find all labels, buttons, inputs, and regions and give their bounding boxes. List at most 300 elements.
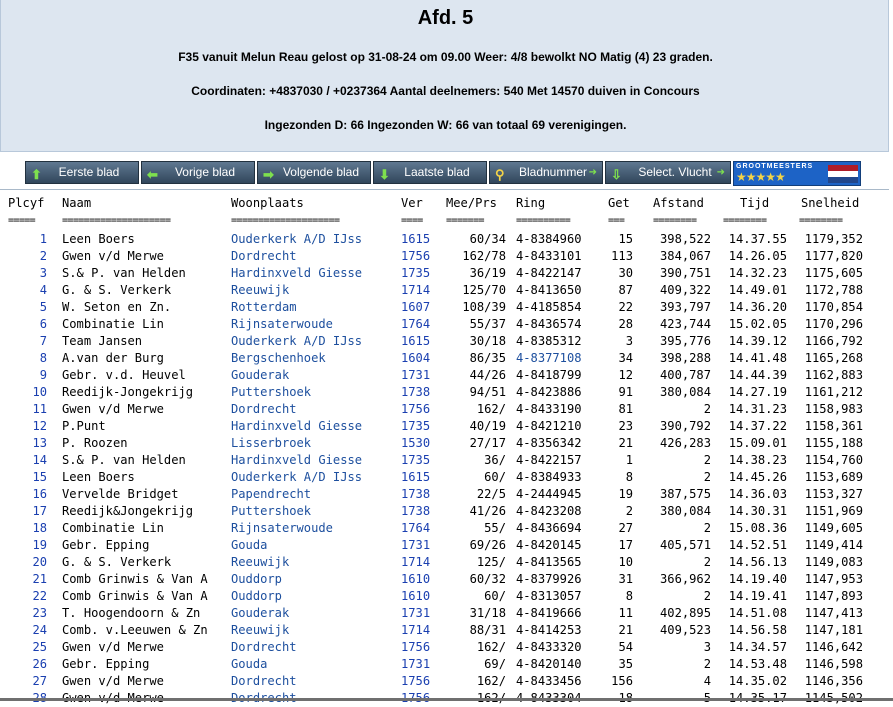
cell-place: 7 (39, 334, 47, 348)
column-separator: ========== (516, 215, 571, 226)
cell-ring: 4-8413565 (516, 555, 582, 569)
column-header: Woonplaats (231, 196, 304, 210)
cell-town[interactable]: Reeuwijk (231, 283, 290, 297)
cell-club[interactable]: 1615 (401, 470, 431, 484)
cell-speed: 1149,414 (804, 538, 863, 552)
cell-ring: 4-4185854 (516, 300, 582, 314)
cell-place: 24 (32, 623, 47, 637)
cell-time: 15.02.05 (728, 317, 787, 331)
table-row (0, 503, 889, 520)
cell-speed: 1147,953 (804, 572, 863, 586)
cell-town[interactable]: Dordrecht (231, 674, 297, 688)
table-row (0, 367, 889, 384)
cell-distance: 2 (703, 453, 711, 467)
cell-entries: 60/32 (469, 572, 506, 586)
cell-town[interactable]: Hardinxveld Giesse (231, 419, 363, 433)
cell-time: 14.56.13 (728, 555, 787, 569)
cell-speed: 1158,983 (804, 402, 863, 416)
cell-town[interactable]: Gouda (231, 538, 268, 552)
cell-club[interactable]: 1731 (401, 657, 431, 671)
arrow-up-icon: ⬆ (31, 167, 42, 182)
cell-entries: 162/78 (462, 249, 506, 263)
cell-speed: 1170,854 (804, 300, 863, 314)
cell-distance: 3 (703, 640, 711, 654)
cell-ring: 4-8421210 (516, 419, 582, 433)
cell-name: G. & S. Verkerk (62, 283, 172, 297)
table-row (0, 469, 889, 486)
cell-place: 15 (32, 470, 47, 484)
cell-ring: 4-8377108 (516, 351, 582, 365)
column-header: Tijd (740, 196, 770, 210)
next-page-button[interactable]: ➡ Volgende blad (257, 161, 371, 184)
go-arrow-icon: ➜ (588, 167, 597, 178)
cell-entries: 40/19 (469, 419, 506, 433)
cell-place: 10 (32, 385, 47, 399)
cell-club[interactable]: 1610 (401, 572, 431, 586)
table-row (0, 571, 889, 588)
cell-speed: 1166,792 (804, 334, 863, 348)
cell-time: 14.39.12 (728, 334, 787, 348)
cell-name: Gebr. Epping (62, 538, 150, 552)
cell-town[interactable]: Ouderkerk A/D IJss (231, 334, 363, 348)
cell-speed: 1158,361 (804, 419, 863, 433)
cell-town[interactable]: Hardinxveld Giesse (231, 266, 363, 280)
cell-entries: 125/ (476, 555, 506, 569)
cell-entries: 94/51 (469, 385, 506, 399)
stars-rating: ★★★★★ (736, 170, 785, 184)
cell-name: Combinatie Lin (62, 317, 164, 331)
cell-name: Leen Boers (62, 232, 135, 246)
cell-time: 15.09.01 (728, 436, 787, 450)
cell-time: 14.41.48 (728, 351, 787, 365)
cell-town[interactable]: Dordrecht (231, 249, 297, 263)
cell-entries: 22/5 (476, 487, 506, 501)
cell-entries: 69/26 (469, 538, 506, 552)
cell-club[interactable]: 1738 (401, 504, 431, 518)
cell-town[interactable]: Ouderkerk A/D IJss (231, 470, 363, 484)
cell-distance: 2 (703, 470, 711, 484)
column-header: Afstand (653, 196, 704, 210)
cell-entries: 162/ (476, 640, 506, 654)
cell-ring: 4-8423208 (516, 504, 582, 518)
table-row (0, 639, 889, 656)
column-separator: ======== (653, 215, 697, 226)
table-row (0, 282, 889, 299)
cell-club[interactable]: 1735 (401, 453, 431, 467)
cell-name: G. & S. Verkerk (62, 555, 172, 569)
cell-ring: 4-8420145 (516, 538, 582, 552)
cell-distance: 409,322 (660, 283, 711, 297)
cell-town[interactable]: Reeuwijk (231, 555, 290, 569)
coordinates-info: Coordinaten: +4837030 / +0237364 Aantal deelnemers: 540 Met 14570 duiven in Concours (191, 84, 700, 98)
cell-club[interactable]: 1764 (401, 317, 431, 331)
arrow-left-icon: ⬅ (147, 167, 158, 182)
table-row (0, 537, 889, 554)
cell-entries: 55/ (484, 521, 506, 535)
cell-distance: 2 (703, 589, 711, 603)
column-separator: ======= (446, 215, 484, 226)
column-separator: ======== (799, 215, 843, 226)
cell-name: Comb Grinwis & Van A (62, 572, 208, 586)
cell-entries: 86/35 (469, 351, 506, 365)
cell-club[interactable]: 1738 (401, 487, 431, 501)
cell-ring: 4-8433320 (516, 640, 582, 654)
cell-marked: 27 (618, 521, 633, 535)
cell-club[interactable]: 1756 (401, 249, 431, 263)
arrow-right-icon: ➡ (263, 167, 274, 182)
cell-club[interactable]: 1738 (401, 385, 431, 399)
cell-distance: 380,084 (660, 504, 711, 518)
cell-town[interactable]: Reeuwijk (231, 623, 290, 637)
cell-town[interactable]: Hardinxveld Giesse (231, 453, 363, 467)
cell-marked: 87 (618, 283, 633, 297)
cell-entries: 162/ (476, 402, 506, 416)
cell-ring: 4-8379926 (516, 572, 582, 586)
table-row (0, 452, 889, 469)
table-row (0, 350, 889, 367)
cell-ring: 4-8384933 (516, 470, 582, 484)
cell-speed: 1175,605 (804, 266, 863, 280)
table-row (0, 231, 889, 248)
cell-name: T. Hoogendoorn & Zn (62, 606, 201, 620)
table-row (0, 588, 889, 605)
cell-ring: 4-8419666 (516, 606, 582, 620)
cell-speed: 1170,296 (804, 317, 863, 331)
page-number-button[interactable]: ⚲ Bladnummer ➜ (489, 161, 603, 184)
cell-town[interactable]: Rijnsaterwoude (231, 521, 333, 535)
column-separator: ======== (723, 215, 767, 226)
column-header: Snelheid (801, 196, 860, 210)
cell-town[interactable]: Lisserbroek (231, 436, 312, 450)
cell-speed: 1149,605 (804, 521, 863, 535)
cell-marked: 113 (611, 249, 633, 263)
cell-town[interactable]: Dordrecht (231, 402, 297, 416)
cell-name: Team Jansen (62, 334, 143, 348)
cell-distance: 384,067 (660, 249, 711, 263)
cell-place: 16 (32, 487, 47, 501)
cell-place: 18 (32, 521, 47, 535)
cell-place: 21 (32, 572, 47, 586)
table-header-row (0, 195, 889, 212)
cell-distance: 400,787 (660, 368, 711, 382)
table-row (0, 248, 889, 265)
cell-distance: 395,776 (660, 334, 711, 348)
cell-marked: 23 (618, 419, 633, 433)
cell-distance: 2 (703, 555, 711, 569)
cell-name: Comb. v.Leeuwen & Zn (62, 623, 208, 637)
cell-town[interactable]: Puttershoek (231, 504, 312, 518)
cell-time: 14.52.51 (728, 538, 787, 552)
cell-time: 14.26.05 (728, 249, 787, 263)
cell-club[interactable]: 1731 (401, 606, 431, 620)
cell-time: 14.35.02 (728, 674, 787, 688)
cell-speed: 1149,083 (804, 555, 863, 569)
cell-place: 14 (32, 453, 47, 467)
cell-marked: 34 (618, 351, 633, 365)
cell-club[interactable]: 1615 (401, 232, 431, 246)
cell-time: 14.56.58 (728, 623, 787, 637)
cell-ring: 4-8436694 (516, 521, 582, 535)
cell-speed: 1172,788 (804, 283, 863, 297)
table-row (0, 265, 889, 282)
cell-club[interactable]: 1756 (401, 640, 431, 654)
cell-club[interactable]: 1764 (401, 521, 431, 535)
cell-ring: 4-8433190 (516, 402, 582, 416)
cell-town[interactable]: Rotterdam (231, 300, 297, 314)
cell-marked: 2 (625, 504, 633, 518)
magnifier-icon: ⚲ (495, 167, 505, 182)
cell-marked: 91 (618, 385, 633, 399)
cell-ring: 4-8422147 (516, 266, 582, 280)
cell-marked: 22 (618, 300, 633, 314)
cell-entries: 31/18 (469, 606, 506, 620)
cell-time: 14.45.26 (728, 470, 787, 484)
flight-info-header (0, 0, 889, 152)
cell-distance: 423,744 (660, 317, 711, 331)
cell-name: W. Seton en Zn. (62, 300, 172, 314)
cell-name: S.& P. van Helden (62, 453, 186, 467)
cell-place: 20 (32, 555, 47, 569)
cell-entries: 108/39 (462, 300, 506, 314)
cell-speed: 1146,598 (804, 657, 863, 671)
cell-name: Leen Boers (62, 470, 135, 484)
cell-place: 12 (32, 419, 47, 433)
cell-club[interactable]: 1607 (401, 300, 431, 314)
cell-distance: 387,575 (660, 487, 711, 501)
cell-entries: 60/ (484, 470, 506, 484)
cell-entries: 60/ (484, 589, 506, 603)
cell-time: 14.34.57 (728, 640, 787, 654)
cell-town[interactable]: Papendrecht (231, 487, 312, 501)
cell-marked: 17 (618, 538, 633, 552)
cell-speed: 1153,689 (804, 470, 863, 484)
cell-entries: 88/31 (469, 623, 506, 637)
table-row (0, 435, 889, 452)
cell-club[interactable]: 1731 (401, 538, 431, 552)
cell-town[interactable]: Gouderak (231, 606, 290, 620)
arrow-down-icon: ⬇ (379, 167, 390, 182)
cell-name: Gwen v/d Merwe (62, 249, 164, 263)
cell-marked: 21 (618, 436, 633, 450)
cell-marked: 54 (618, 640, 633, 654)
cell-name: S.& P. van Helden (62, 266, 186, 280)
cell-speed: 1153,327 (804, 487, 863, 501)
cell-place: 4 (39, 283, 47, 297)
go-arrow-icon: ➜ (716, 167, 725, 178)
grootmeesters-badge[interactable]: GROOTMEESTERS ★★★★★ (733, 161, 861, 186)
cell-ring: 4-8356342 (516, 436, 582, 450)
cell-club[interactable]: 1714 (401, 623, 431, 637)
table-row (0, 605, 889, 622)
column-header: Ring (516, 196, 546, 210)
cell-time: 14.37.22 (728, 419, 787, 433)
cell-speed: 1154,760 (804, 453, 863, 467)
table-row (0, 384, 889, 401)
column-header: Ver (401, 196, 423, 210)
cell-distance: 2 (703, 657, 711, 671)
table-row (0, 316, 889, 333)
select-flight-button[interactable]: ⇩ Select. Vlucht ➜ (605, 161, 731, 184)
cell-speed: 1165,268 (804, 351, 863, 365)
cell-speed: 1161,212 (804, 385, 863, 399)
cell-distance: 393,797 (660, 300, 711, 314)
cell-marked: 31 (618, 572, 633, 586)
cell-entries: 69/ (484, 657, 506, 671)
cell-entries: 36/ (484, 453, 506, 467)
cell-name: Comb Grinwis & Van A (62, 589, 208, 603)
cell-ring: 4-8436574 (516, 317, 582, 331)
cell-ring: 4-8422157 (516, 453, 582, 467)
cell-town[interactable]: Dordrecht (231, 640, 297, 654)
last-page-button[interactable]: ⬇ Laatste blad (373, 161, 487, 184)
cell-ring: 4-8418799 (516, 368, 582, 382)
cell-place: 9 (39, 368, 47, 382)
cell-distance: 2 (703, 521, 711, 535)
column-header: Plcyf (8, 196, 45, 210)
cell-town[interactable]: Ouderkerk A/D IJss (231, 232, 363, 246)
cell-place: 27 (32, 674, 47, 688)
first-page-button[interactable]: ⬆ Eerste blad (25, 161, 139, 184)
cell-name: Gebr. v.d. Heuvel (62, 368, 186, 382)
cell-distance: 409,523 (660, 623, 711, 637)
cell-time: 14.53.48 (728, 657, 787, 671)
cell-time: 14.19.40 (728, 572, 787, 586)
cell-place: 6 (39, 317, 47, 331)
cell-time: 14.49.01 (728, 283, 787, 297)
cell-club[interactable]: 1756 (401, 402, 431, 416)
download-icon: ⇩ (611, 167, 622, 182)
cell-speed: 1147,181 (804, 623, 863, 637)
cell-name: Reedijk-Jongekrijg (62, 385, 194, 399)
cell-time: 14.19.41 (728, 589, 787, 603)
cell-marked: 35 (618, 657, 633, 671)
cell-club[interactable]: 1731 (401, 368, 431, 382)
cell-marked: 15 (618, 232, 633, 246)
cell-marked: 10 (618, 555, 633, 569)
column-separator: ==== (401, 215, 423, 226)
cell-town[interactable]: Ouddorp (231, 572, 282, 586)
cell-speed: 1146,356 (804, 674, 863, 688)
page-title: Afd. 5 (417, 7, 474, 29)
cell-entries: 30/18 (469, 334, 506, 348)
cell-name: Gwen v/d Merwe (62, 640, 164, 654)
cell-town[interactable]: Rijnsaterwoude (231, 317, 333, 331)
cell-name: Gwen v/d Merwe (62, 674, 164, 688)
cell-marked: 21 (618, 623, 633, 637)
cell-distance: 390,792 (660, 419, 711, 433)
cell-club[interactable]: 1756 (401, 674, 431, 688)
cell-time: 14.38.23 (728, 453, 787, 467)
cell-club[interactable]: 1714 (401, 555, 431, 569)
table-row (0, 486, 889, 503)
dutch-flag-icon (828, 165, 858, 183)
column-header: Get (608, 196, 630, 210)
cell-club[interactable]: 1604 (401, 351, 431, 365)
cell-town[interactable]: Gouderak (231, 368, 290, 382)
cell-speed: 1151,969 (804, 504, 863, 518)
cell-distance: 398,288 (660, 351, 711, 365)
cell-ring: 4-8423886 (516, 385, 582, 399)
cell-place: 11 (32, 402, 47, 416)
cell-town[interactable]: Ouddorp (231, 589, 282, 603)
cell-entries: 162/ (476, 674, 506, 688)
cell-time: 14.36.20 (728, 300, 787, 314)
navigation-bar (0, 153, 889, 190)
cell-marked: 8 (625, 470, 633, 484)
cell-club[interactable]: 1735 (401, 419, 431, 433)
cell-name: Gebr. Epping (62, 657, 150, 671)
column-separator: ==================== (231, 215, 340, 226)
cell-speed: 1155,188 (804, 436, 863, 450)
cell-marked: 28 (618, 317, 633, 331)
cell-distance: 380,084 (660, 385, 711, 399)
cell-place: 13 (32, 436, 47, 450)
cell-time: 15.08.36 (728, 521, 787, 535)
cell-time: 14.27.19 (728, 385, 787, 399)
table-row (0, 333, 889, 350)
column-separator: ==================== (62, 215, 171, 226)
cell-club[interactable]: 1610 (401, 589, 431, 603)
cell-marked: 19 (618, 487, 633, 501)
cell-place: 17 (32, 504, 47, 518)
cell-town[interactable]: Bergschenhoek (231, 351, 326, 365)
cell-ring: 4-2444945 (516, 487, 582, 501)
cell-distance: 390,751 (660, 266, 711, 280)
cell-name: P. Roozen (62, 436, 128, 450)
cell-club[interactable]: 1615 (401, 334, 431, 348)
table-row (0, 520, 889, 537)
cell-time: 14.31.23 (728, 402, 787, 416)
cell-time: 14.32.23 (728, 266, 787, 280)
cell-ring: 4-8385312 (516, 334, 582, 348)
cell-entries: 36/19 (469, 266, 506, 280)
table-row (0, 418, 889, 435)
cell-name: P.Punt (62, 419, 106, 433)
cell-time: 14.36.03 (728, 487, 787, 501)
cell-speed: 1147,413 (804, 606, 863, 620)
cell-marked: 12 (618, 368, 633, 382)
cell-name: Gwen v/d Merwe (62, 402, 164, 416)
cell-marked: 30 (618, 266, 633, 280)
cell-ring: 4-8433101 (516, 249, 582, 263)
cell-speed: 1162,883 (804, 368, 863, 382)
cell-place: 3 (39, 266, 47, 280)
cell-entries: 44/26 (469, 368, 506, 382)
cell-club[interactable]: 1530 (401, 436, 431, 450)
cell-town[interactable]: Gouda (231, 657, 268, 671)
cell-town[interactable]: Puttershoek (231, 385, 312, 399)
cell-distance: 405,571 (660, 538, 711, 552)
cell-entries: 41/26 (469, 504, 506, 518)
cell-name: Reedijk&Jongekrijg (62, 504, 194, 518)
cell-ring: 4-8413650 (516, 283, 582, 297)
column-header: Naam (62, 196, 92, 210)
cell-distance: 402,895 (660, 606, 711, 620)
cell-place: 22 (32, 589, 47, 603)
previous-page-button[interactable]: ⬅ Vorige blad (141, 161, 255, 184)
cell-place: 8 (39, 351, 47, 365)
cell-ring: 4-8433456 (516, 674, 582, 688)
cell-entries: 60/34 (469, 232, 506, 246)
table-row (0, 622, 889, 639)
cell-club[interactable]: 1714 (401, 283, 431, 297)
cell-entries: 27/17 (469, 436, 506, 450)
cell-ring: 4-8414253 (516, 623, 582, 637)
column-separator: ===== (8, 215, 36, 226)
cell-club[interactable]: 1735 (401, 266, 431, 280)
cell-distance: 2 (703, 402, 711, 416)
cell-place: 25 (32, 640, 47, 654)
